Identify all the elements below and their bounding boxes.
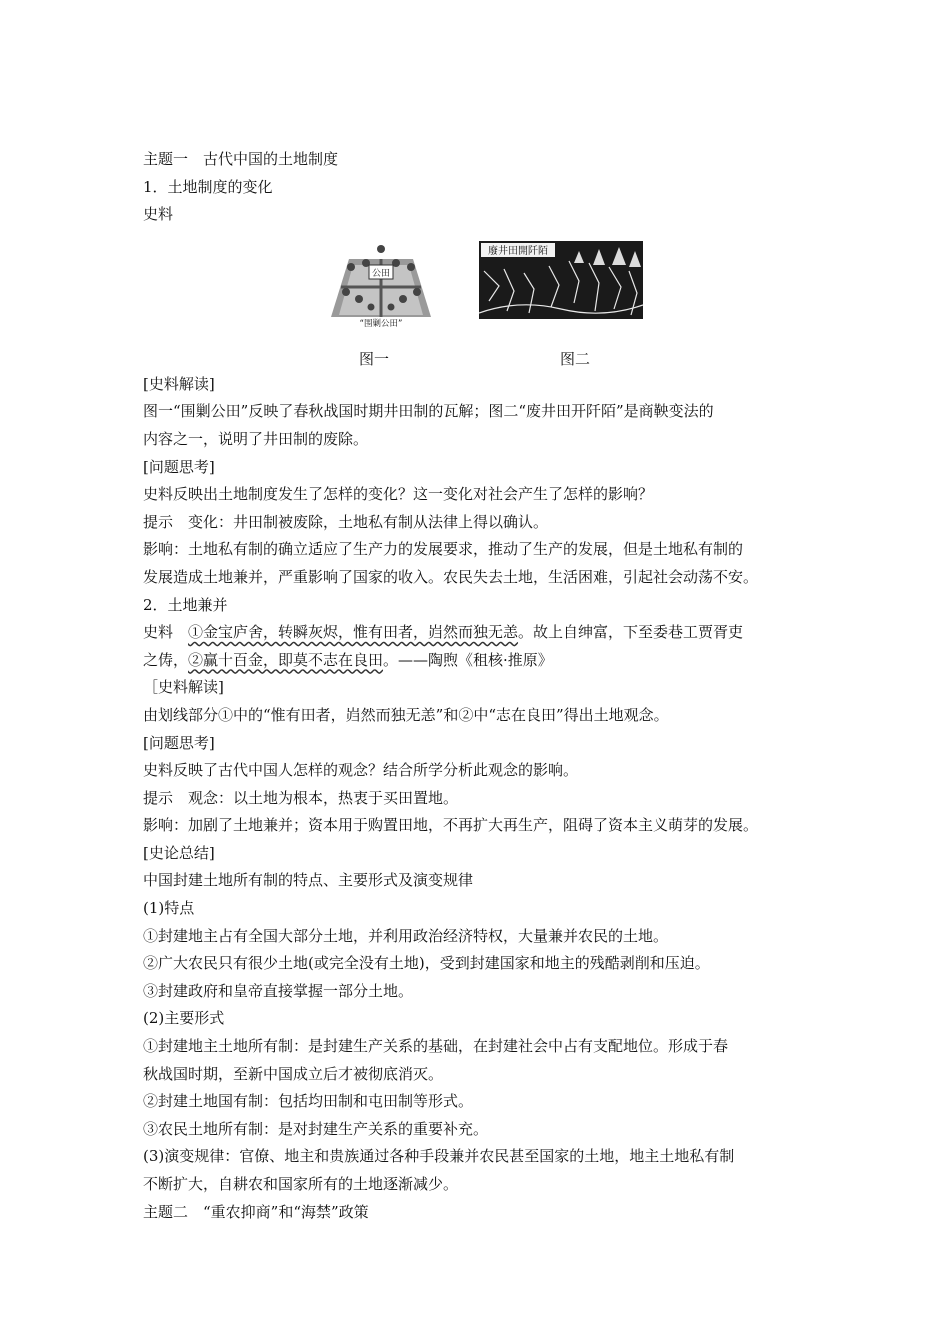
form-2: ②封建土地国有制：包括均田制和屯田制等形式。: [143, 1092, 474, 1111]
s2-source-marked-2: ②赢十百金，即莫不志在良田: [188, 650, 384, 669]
figure-1-bottom-label: “围剿公田”: [359, 318, 403, 329]
s2-source-marked-1: ①金宝庐舍，转瞬灰烬，惟有田者，岿然而独无恙: [188, 623, 519, 642]
figure-2-banner: 廢井田開阡陌: [488, 245, 548, 257]
s1-impact-line-1: 影响：土地私有制的确立适应了生产力的发展要求，推动了生产的发展，但是土地私有制的: [143, 540, 744, 559]
figure-1-caption: 图一: [359, 349, 390, 368]
s1-interpretation-line-1: 图一“围剿公田”反映了春秋战国时期井田制的瓦解；图二“废井田开阡陌”是商鞅变法的: [143, 402, 714, 421]
document-page: [143, 146, 823, 1226]
form-1-line-2: 秋战国时期，至新中国成立后才被彻底消灭。: [143, 1064, 444, 1083]
section-1-title: 1．土地制度的变化: [143, 177, 273, 196]
feature-item: ①封建地主占有全国大部分土地，并利用政治经济特权，大量兼并农民的土地。: [143, 926, 669, 945]
topic-heading-2: 主题二 “重农抑商”和“海禁”政策: [143, 1202, 369, 1221]
s1-interpretation-line-2: 内容之一，说明了井田制的废除。: [143, 429, 369, 448]
s1-hint: 提示 变化：井田制被废除，土地私有制从法律上得以确认。: [143, 512, 549, 531]
figure-captions: [143, 347, 823, 371]
form-1-line-1: ①封建地主土地所有制：是封建生产关系的基础，在封建社会中占有支配地位。形成于春: [143, 1037, 729, 1056]
form-3: ③农民土地所有制：是对封建生产关系的重要补充。: [143, 1119, 489, 1138]
figure-1-center-label: 公田: [371, 268, 391, 279]
s2-source-rest-1: 。故上自绅富，下至委巷工贾胥吏: [518, 623, 744, 642]
section-1-source-label: 史料: [143, 205, 174, 224]
feature-item: ②广大农民只有很少土地(或完全没有土地)，受到封建国家和地主的残酷剥削和压迫。: [143, 954, 710, 973]
forms-label: (2)主要形式: [143, 1009, 225, 1028]
s2-source-rest-2: 。——陶煦《租核·推原》: [383, 650, 553, 669]
s1-impact-line-2: 发展造成土地兼并，严重影响了国家的收入。农民失去土地，生活困难，引起社会动荡不安。: [143, 567, 759, 586]
figure-1-image: [321, 237, 441, 329]
summary-label: [史论总结]: [143, 843, 215, 862]
s2-interpretation-label: ［史料解读]: [143, 678, 224, 697]
s2-question-label: [问题思考]: [143, 733, 215, 752]
evolution-line-1: (3)演变规律：官僚、地主和贵族通过各种手段兼并农民甚至国家的土地，地主土地私有制: [143, 1147, 735, 1166]
s1-interpretation-label: [史料解读]: [143, 374, 215, 393]
s2-question-text: 史料反映了古代中国人怎样的观念？结合所学分析此观念的影响。: [143, 761, 579, 780]
s1-question-label: [问题思考]: [143, 457, 215, 476]
feature-item: ③封建政府和皇帝直接掌握一部分土地。: [143, 981, 414, 1000]
section-2-title: 2．土地兼并: [143, 595, 228, 614]
figure-2-image: [479, 241, 643, 319]
s1-question-text: 史料反映出土地制度发生了怎样的变化？这一变化对社会产生了怎样的影响？: [143, 485, 654, 504]
s2-hint: 提示 观念：以土地为根本，热衷于买田置地。: [143, 788, 459, 807]
s2-source-line-1: [143, 619, 823, 647]
evolution-line-2: 不断扩大，自耕农和国家所有的土地逐渐减少。: [143, 1175, 459, 1193]
s2-source-label: 史料: [143, 623, 189, 642]
figure-2-caption: 图二: [560, 349, 591, 368]
s2-interpretation-text: 由划线部分①中的“惟有田者，岿然而独无恙”和②中“志在良田”得出土地观念。: [143, 705, 669, 724]
s2-impact: 影响：加剧了土地兼并；资本用于购置田地，不再扩大再生产，阻碍了资本主义萌芽的发展。: [143, 816, 759, 835]
features-label: (1)特点: [143, 899, 195, 918]
summary-title: 中国封建土地所有制的特点、主要形式及演变规律: [143, 871, 474, 890]
s2-source-line-2: [143, 647, 823, 675]
s2-source-start-2: 之俦，: [143, 650, 189, 669]
figures-row: [143, 237, 823, 347]
topic-heading-1: 主题一 古代中国的土地制度: [143, 150, 339, 168]
